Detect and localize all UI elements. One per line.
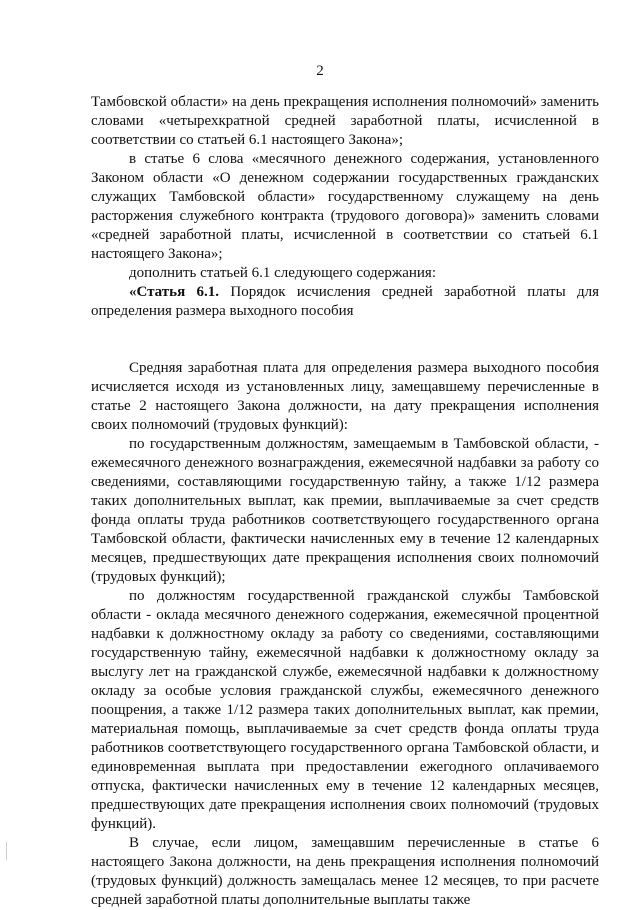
article-paragraph-state-positions: по государственным должностям, замещаемым в Тамбовской области, - ежемесячного денежного вознаграждения, ежемесячной надбавки за работу со сведениями, составляющими государственную тайну, а также 1/12 размера таких дополнительных выплат, как премии, выплачиваемые за счет средств фонда оплаты труда работников соответствующего государственного органа Тамбовской области, фактически начисленных ему в течение 12 календарных месяцев, предшествующих дате прекращения исполнения своих полномочий (трудовых функций);	[91, 436, 599, 585]
article-paragraph-intro: Средняя заработная плата для определения размера выходного пособия исчисляется исходя из установленных лицу, замещавшему перечисленные в статье 2 настоящего Закона должности, на дату прекращения исполнения своих полномочий (трудовых функций):	[91, 360, 599, 433]
article-paragraph-civil-service: по должностям государственной гражданской службы Тамбовской области - оклада месячного денежного содержания, ежемесячной процентной надбавки к должностному окладу за работу со сведениями, составляющими государственную тайну, ежемесячной надбавки к должностному окладу за выслугу лет на гражданской службе, ежемесячной надбавки к должностному окладу за особые условия гражданской службы, ежемесячного денежного поощрения, а также 1/12 размера таких дополнительных выплат, как премии, материальная помощь, выплачиваемые за счет средств фонда оплаты труда работников соответствующего государственного органа Тамбовской области, и единовременная выплата при предоставлении ежегодного оплачиваемого отпуска, фактически начисленных ему в течение 12 календарных месяцев, предшествующих дате прекращения исполнения своих полномочий (трудовых функций).	[91, 588, 599, 832]
scan-margin-mark	[6, 842, 7, 860]
paragraph-article-6-amendment: в статье 6 слова «месячного денежного содержания, установленного Законом области «О денежном содержании государственных гражданских служащих Тамбовской области» государственному служащему на день расторжения служебного контракта (трудового договора)» заменить словами «средней заработной платы, исчисленной в соответствии со статьей 6.1 настоящего Закона»;	[91, 151, 599, 262]
article-heading	[91, 283, 599, 321]
article-title: Порядок исчисления средней заработной платы для определения размера выходного пособия	[91, 284, 600, 319]
document-body	[91, 93, 599, 910]
paragraph-add-article: дополнить статьей 6.1 следующего содержания:	[129, 265, 436, 281]
paragraph-continuation: Тамбовской области» на день прекращения исполнения полномочий» заменить словами «четырехкратной средней заработной платы, исчисленной в соответствии со статьей 6.1 настоящего Закона»;	[91, 94, 599, 148]
article-paragraph-less-than-12-months: В случае, если лицом, замещавшим перечисленные в статье 6 настоящего Закона должности, на день прекращения исполнения полномочий (трудовых функций) должность замещалась менее 12 месяцев, то при расчете средней заработной платы дополнительные выплаты также	[91, 835, 599, 908]
article-label: «Статья 6.1.	[129, 284, 220, 300]
page-number: 2	[316, 63, 324, 79]
